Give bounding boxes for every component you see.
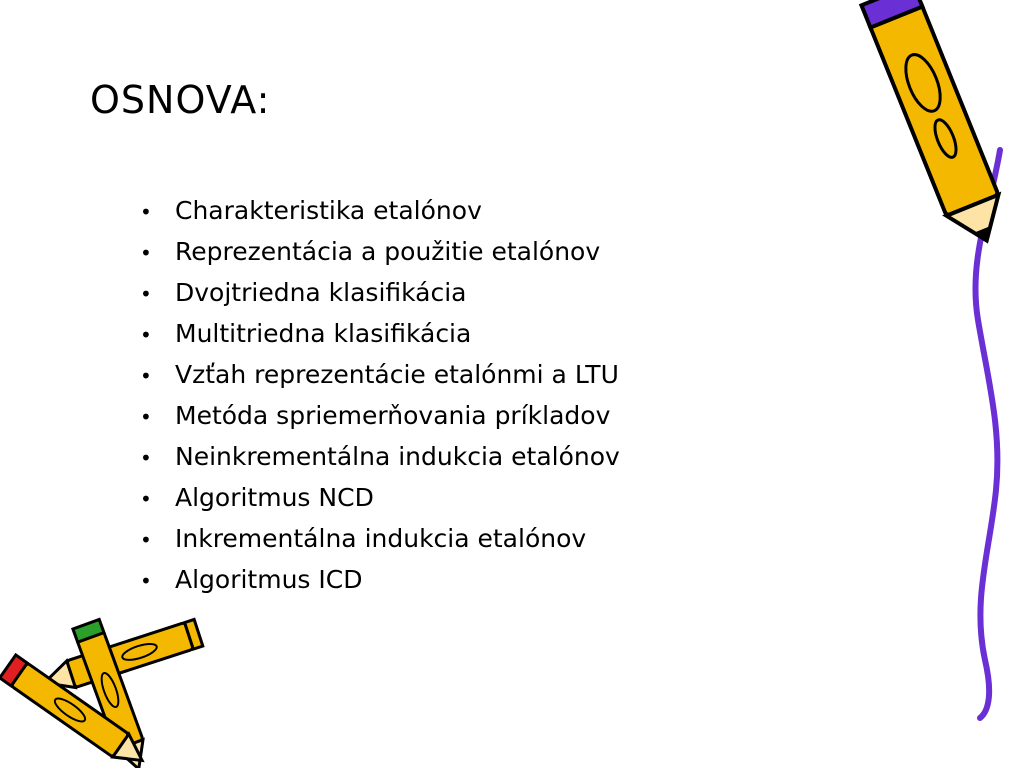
slide-title: OSNOVA: <box>90 78 271 122</box>
list-item <box>140 272 620 313</box>
list-item-label: Dvojtriedna klasifikácia <box>175 278 467 307</box>
list-item <box>140 436 620 477</box>
bullet-icon: • <box>140 487 152 511</box>
list-item-label: Neinkrementálna indukcia etalónov <box>175 442 620 471</box>
list-item-label: Charakteristika etalónov <box>175 196 482 225</box>
bullet-icon: • <box>140 569 152 593</box>
list-item <box>140 313 620 354</box>
list-item-label: Metóda spriemerňovania príkladov <box>175 401 611 430</box>
list-item <box>140 518 620 559</box>
list-item-label: Algoritmus NCD <box>175 483 374 512</box>
list-item <box>140 190 620 231</box>
bullet-icon: • <box>140 528 152 552</box>
bullet-icon: • <box>140 364 152 388</box>
list-item-label: Vzťah reprezentácie etalónmi a LTU <box>175 360 619 389</box>
outline-list <box>140 190 620 600</box>
list-item <box>140 477 620 518</box>
list-item-label: Algoritmus ICD <box>175 565 363 594</box>
list-item <box>140 231 620 272</box>
list-item-label: Inkrementálna indukcia etalónov <box>175 524 587 553</box>
bullet-icon: • <box>140 446 152 470</box>
bullet-icon: • <box>140 200 152 224</box>
bullet-icon: • <box>140 323 152 347</box>
list-item <box>140 354 620 395</box>
bullet-icon: • <box>140 282 152 306</box>
list-item <box>140 395 620 436</box>
list-item <box>140 559 620 600</box>
list-item-label: Reprezentácia a použitie etalónov <box>175 237 601 266</box>
list-item-label: Multitriedna klasifikácia <box>175 319 472 348</box>
pencil-top-right-icon <box>861 0 1013 253</box>
bullet-icon: • <box>140 405 152 429</box>
bullet-icon: • <box>140 241 152 265</box>
